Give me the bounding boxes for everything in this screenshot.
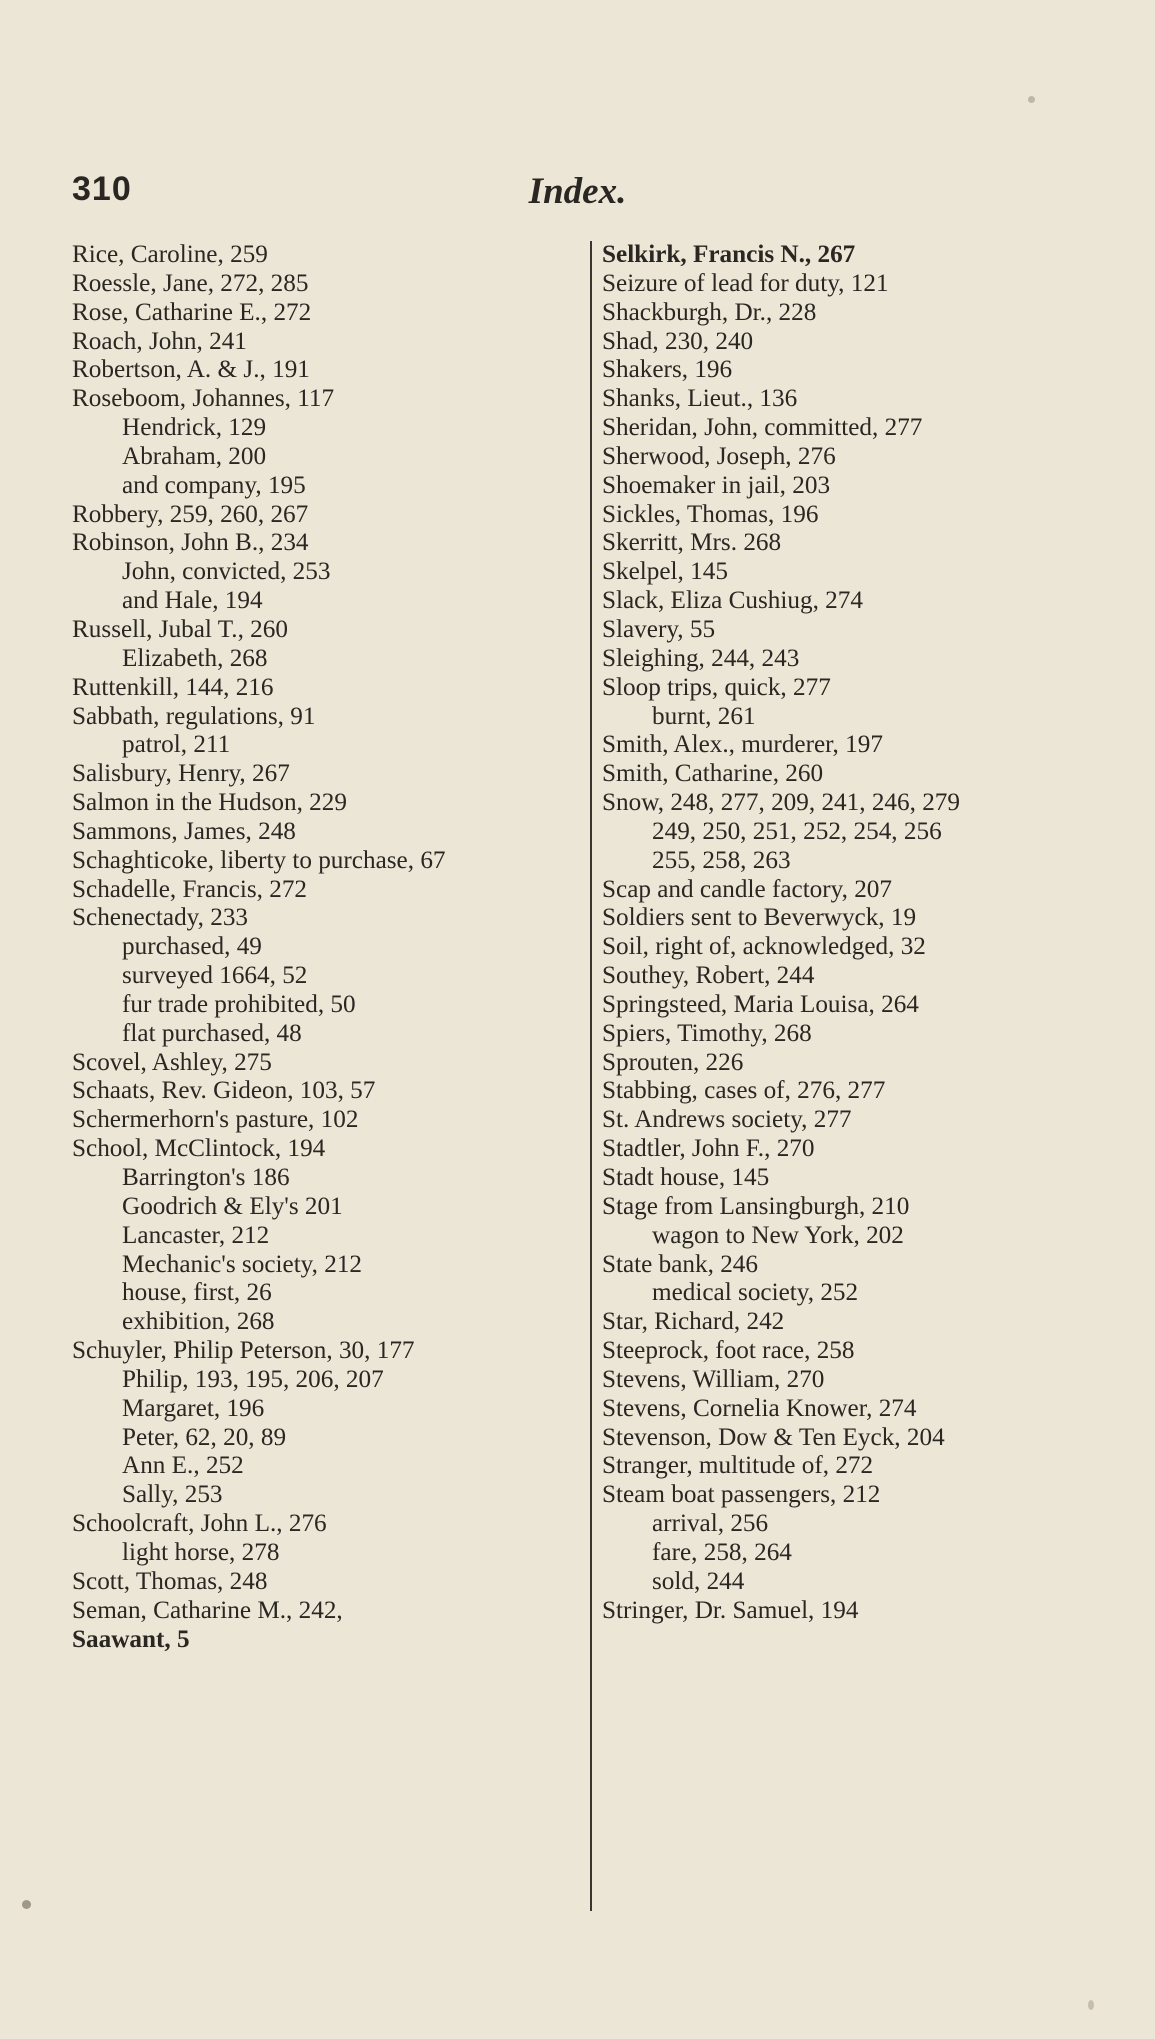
index-entry: Slack, Eliza Cushiug, 274 (602, 587, 863, 615)
index-subentry: Lancaster, 212 (122, 1221, 270, 1249)
index-entry: Springsteed, Maria Louisa, 264 (602, 990, 919, 1018)
index-subentry: exhibition, 268 (122, 1308, 275, 1336)
index-entry: Seizure of lead for duty, 121 (602, 269, 889, 297)
index-entry: Stringer, Dr. Samuel, 194 (602, 1596, 859, 1624)
index-entry: Russell, Jubal T., 260 (72, 615, 288, 643)
index-entry: Rice, Caroline, 259 (72, 241, 268, 268)
index-entry: Smith, Catharine, 260 (602, 760, 824, 788)
index-subentry: patrol, 211 (122, 731, 231, 759)
index-subentry: Abraham, 200 (122, 442, 267, 470)
index-entry: Schoolcraft, John L., 276 (72, 1510, 327, 1538)
index-entry: Robinson, John B., 234 (72, 529, 309, 557)
index-subentry: Barrington's 186 (122, 1164, 290, 1191)
index-entry: School, McClintock, 194 (72, 1135, 326, 1163)
index-entry: Stage from Lansingburgh, 210 (602, 1192, 910, 1220)
index-entry: Sleighing, 244, 243 (602, 644, 800, 672)
index-entry: Saawant, 5 (72, 1625, 190, 1653)
index-subentry: Hendrick, 129 (122, 414, 267, 442)
index-entry: Stevens, William, 270 (602, 1365, 825, 1393)
index-subentry: Sally, 253 (122, 1481, 223, 1509)
index-subentry: medical society, 252 (652, 1279, 859, 1307)
index-entry: Shanks, Lieut., 136 (602, 385, 798, 413)
index-entry: State bank, 246 (602, 1250, 758, 1278)
index-subentry: Goodrich & Ely's 201 (122, 1192, 343, 1220)
index-entry: Soldiers sent to Beverwyck, 19 (602, 904, 917, 932)
index-subentry: Peter, 62, 20, 89 (122, 1423, 287, 1451)
index-subentry: purchased, 49 (122, 933, 262, 961)
index-entry: Roseboom, Johannes, 117 (72, 385, 335, 413)
index-entry: Ruttenkill, 144, 216 (72, 673, 274, 701)
index-entry: Shakers, 196 (602, 356, 733, 384)
index-entry: Stevens, Cornelia Knower, 274 (602, 1394, 917, 1422)
index-entry: Sickles, Thomas, 196 (602, 500, 819, 528)
index-entry: Roessle, Jane, 272, 285 (72, 269, 309, 297)
index-subentry: 255, 258, 263 (652, 846, 791, 874)
index-subentry: surveyed 1664, 52 (122, 962, 308, 990)
ink-spot (22, 1900, 31, 1909)
index-subentry: wagon to New York, 202 (652, 1221, 904, 1249)
index-entry: Snow, 248, 277, 209, 241, 246, 279 (602, 789, 960, 817)
index-subentry: Mechanic's society, 212 (122, 1250, 363, 1278)
index-entry: Skerritt, Mrs. 268 (602, 529, 782, 557)
index-subentry: Elizabeth, 268 (122, 644, 268, 672)
index-entry: Shackburgh, Dr., 228 (602, 298, 817, 326)
index-subentry: burnt, 261 (652, 702, 756, 730)
index-subentry: arrival, 256 (652, 1510, 769, 1538)
index-entry: Scap and candle factory, 207 (602, 875, 892, 903)
index-entry: Scovel, Ashley, 275 (72, 1048, 272, 1076)
ink-spot (1088, 2000, 1094, 2010)
index-subentry: and Hale, 194 (122, 587, 263, 615)
index-entry: Stadtler, John F., 270 (602, 1135, 815, 1163)
index-entry: Sprouten, 226 (602, 1048, 744, 1076)
ink-spot (1028, 96, 1035, 103)
page-number: 310 (72, 170, 132, 208)
index-entry: Seman, Catharine M., 242, (72, 1596, 343, 1624)
index-subentry: fare, 258, 264 (652, 1538, 792, 1566)
index-entry: Steeprock, foot race, 258 (602, 1337, 855, 1365)
index-entry: Sheridan, John, committed, 277 (602, 414, 923, 442)
index-entry: Shad, 230, 240 (602, 327, 754, 355)
index-entry: St. Andrews society, 277 (602, 1106, 852, 1134)
index-entry: Spiers, Timothy, 268 (602, 1019, 812, 1047)
index-entry: Rose, Catharine E., 272 (72, 298, 312, 326)
index-entry: Schermerhorn's pasture, 102 (72, 1106, 359, 1134)
index-entry: Roach, John, 241 (72, 327, 247, 355)
index-entry: Sammons, James, 248 (72, 817, 296, 845)
index-subentry: Margaret, 196 (122, 1394, 265, 1422)
index-entry: Slavery, 55 (602, 615, 716, 643)
index-entry: Schaats, Rev. Gideon, 103, 57 (72, 1077, 376, 1105)
index-entry: Salisbury, Henry, 267 (72, 760, 290, 788)
index-entry: Stevenson, Dow & Ten Eyck, 204 (602, 1423, 945, 1451)
page-title: Index. (528, 171, 627, 212)
index-subentry: sold, 244 (652, 1567, 745, 1595)
index-entry: Southey, Robert, 244 (602, 962, 815, 990)
index-entry: Salmon in the Hudson, 229 (72, 789, 347, 817)
index-entry: Shoemaker in jail, 203 (602, 471, 831, 499)
index-subentry: John, convicted, 253 (122, 558, 331, 586)
index-entry: Selkirk, Francis N., 267 (602, 241, 856, 268)
index-column-right (590, 241, 1127, 1911)
index-subentry: 249, 250, 251, 252, 254, 256 (652, 817, 942, 845)
page-header (0, 170, 1155, 226)
index-subentry: flat purchased, 48 (122, 1019, 302, 1047)
index-entry: Soil, right of, acknowledged, 32 (602, 933, 926, 961)
index-entry: Schenectady, 233 (72, 904, 249, 932)
index-entry: Star, Richard, 242 (602, 1308, 785, 1336)
index-subentry: fur trade prohibited, 50 (122, 990, 356, 1018)
index-subentry: house, first, 26 (122, 1279, 272, 1307)
index-entry: Sloop trips, quick, 277 (602, 673, 831, 701)
index-entry: Stabbing, cases of, 276, 277 (602, 1077, 886, 1105)
index-entry: Robbery, 259, 260, 267 (72, 500, 309, 528)
index-subentry: Philip, 193, 195, 206, 207 (122, 1365, 384, 1393)
index-entry: Robertson, A. & J., 191 (72, 356, 310, 384)
index-entry: Sherwood, Joseph, 276 (602, 442, 836, 470)
index-entry: Smith, Alex., murderer, 197 (602, 731, 883, 759)
index-entry: Steam boat passengers, 212 (602, 1481, 881, 1509)
index-subentry: and company, 195 (122, 471, 306, 499)
index-entry: Skelpel, 145 (602, 558, 728, 586)
index-entry: Schadelle, Francis, 272 (72, 875, 308, 903)
index-entry: Stranger, multitude of, 272 (602, 1452, 874, 1480)
index-entry: Schaghticoke, liberty to purchase, 67 (72, 846, 446, 874)
index-entry: Stadt house, 145 (602, 1164, 770, 1191)
index-entry: Scott, Thomas, 248 (72, 1567, 268, 1595)
index-entry: Schuyler, Philip Peterson, 30, 177 (72, 1337, 415, 1365)
index-subentry: light horse, 278 (122, 1538, 280, 1566)
index-subentry: Ann E., 252 (122, 1452, 244, 1480)
index-entry: Sabbath, regulations, 91 (72, 702, 316, 730)
index-column-left (72, 241, 577, 1654)
